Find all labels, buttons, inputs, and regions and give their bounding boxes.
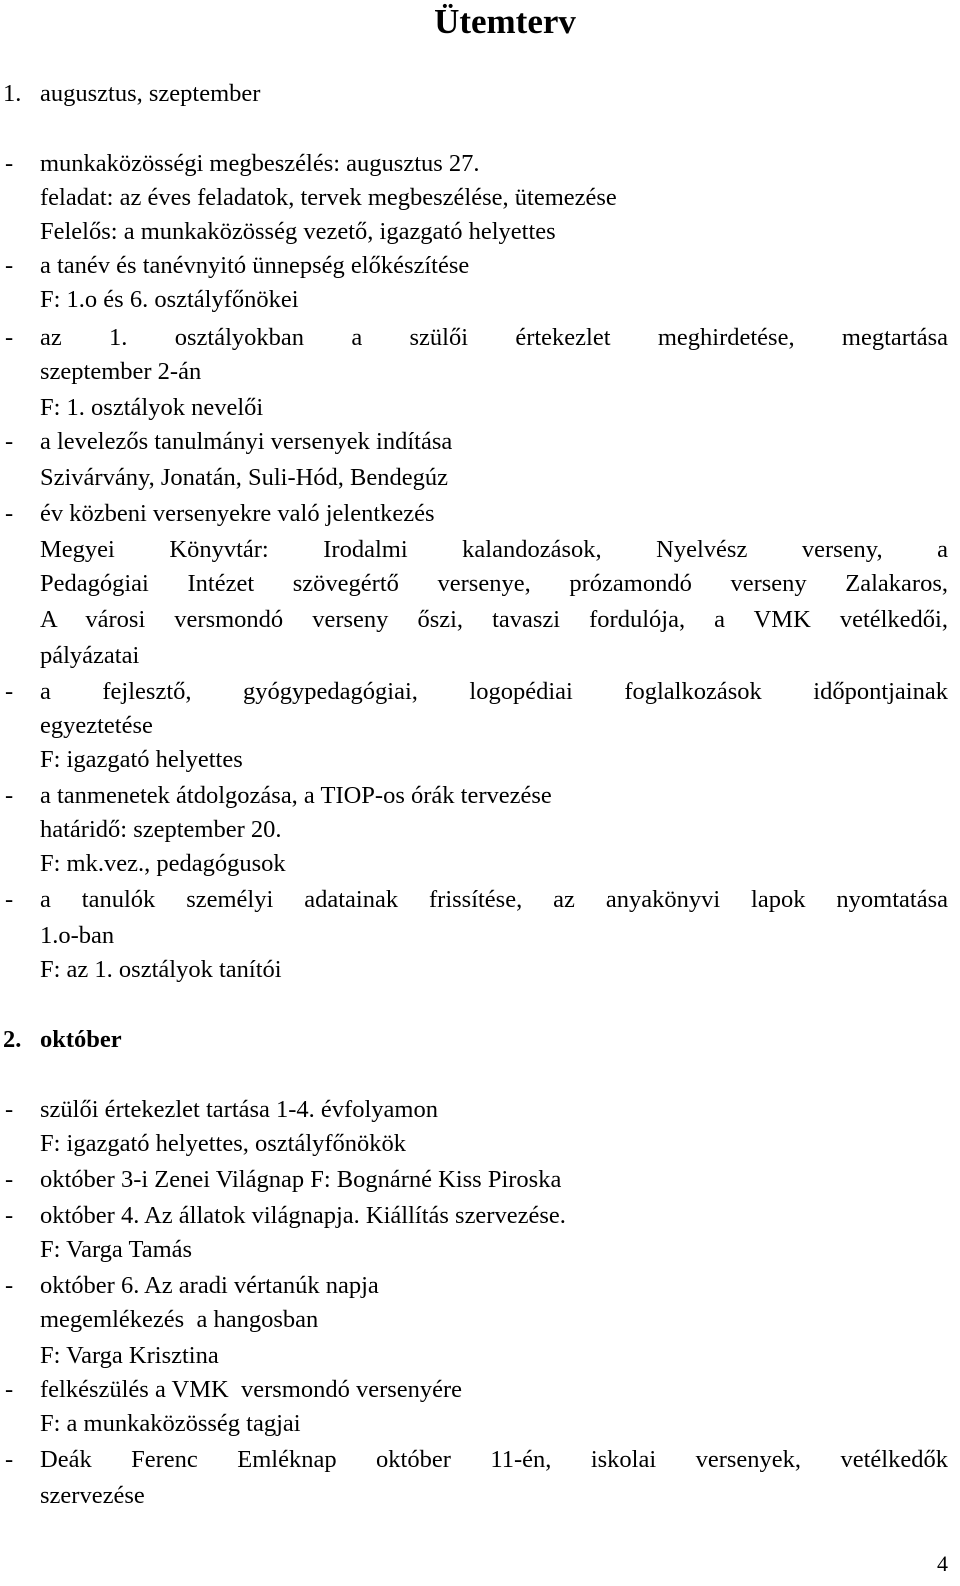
- list-item: [0, 604, 960, 636]
- list-item: [0, 848, 960, 880]
- list-item-text: munkaközösségi megbeszélés: augusztus 27.: [40, 150, 480, 177]
- list-item-text: a levelezős tanulmányi versenyek indítása: [40, 428, 453, 455]
- list-item: [0, 1408, 960, 1440]
- list-dash: -: [5, 150, 14, 177]
- list-item-text: F: igazgató helyettes, osztályfőnökök: [40, 1130, 407, 1157]
- list-item-text: F: Varga Krisztina: [40, 1342, 219, 1369]
- list-item: [0, 1444, 960, 1476]
- list-item-text: október 3-i Zenei Világnap F: Bognárné Kiss Piroska: [40, 1166, 562, 1193]
- list-dash: -: [5, 500, 14, 527]
- list-dash: -: [5, 428, 14, 455]
- list-item-text: Megyei Könyvtár: Irodalmi kalandozások, Nyelvész verseny, a: [40, 536, 948, 563]
- list-item: [0, 356, 960, 388]
- section-number: 2.: [3, 1026, 22, 1053]
- list-item-text: a tanmenetek átdolgozása, a TIOP-os órák tervezése: [40, 782, 552, 809]
- list-item-text: felkészülés a VMK versmondó versenyére: [40, 1376, 463, 1403]
- page-title: Ütemterv: [434, 2, 576, 41]
- list-item-text: a fejlesztő, gyógypedagógiai, logopédiai foglalkozások időpontjainak: [40, 678, 948, 705]
- list-item-text: szervezése: [40, 1482, 145, 1509]
- list-item: [0, 814, 960, 846]
- list-dash: -: [5, 782, 14, 809]
- list-item: [0, 426, 960, 458]
- list-item-text: év közbeni versenyekre való jelentkezés: [40, 500, 435, 527]
- list-item-text: 1.o-ban: [40, 922, 115, 949]
- list-item-text: F: 1.o és 6. osztályfőnökei: [40, 286, 299, 313]
- list-item-text: F: a munkaközösség tagjai: [40, 1410, 301, 1437]
- list-item: [0, 744, 960, 776]
- list-item: [0, 1340, 960, 1372]
- list-item-text: Pedagógiai Intézet szövegértő versenye, prózamondó verseny Zalakaros,: [40, 570, 948, 597]
- list-item-text: Deák Ferenc Emléknap október 11-én, iskolai versenyek, vetélkedők: [40, 1446, 948, 1473]
- list-item-text: Szivárvány, Jonatán, Suli-Hód, Bendegúz: [40, 464, 449, 491]
- section-title: október: [40, 1026, 122, 1053]
- list-item: [0, 1480, 960, 1512]
- list-dash: -: [5, 1096, 14, 1123]
- list-dash: -: [5, 1446, 14, 1473]
- section-number: 1.: [3, 80, 22, 107]
- list-item: [0, 1234, 960, 1266]
- list-item: [0, 1094, 960, 1126]
- list-item-text: Felelős: a munkaközösség vezető, igazgató helyettes: [40, 218, 556, 245]
- list-item-text: F: Varga Tamás: [40, 1236, 193, 1263]
- list-item: [0, 780, 960, 812]
- list-item: [0, 1270, 960, 1302]
- list-dash: -: [5, 886, 14, 913]
- list-item: [0, 322, 960, 354]
- list-item-text: a tanév és tanévnyitó ünnepség előkészítése: [40, 252, 470, 279]
- list-item-text: feladat: az éves feladatok, tervek megbeszélése, ütemezése: [40, 184, 617, 211]
- list-item: [0, 1374, 960, 1406]
- list-item: [0, 710, 960, 742]
- list-item-text: megemlékezés a hangosban: [40, 1306, 319, 1333]
- list-dash: -: [5, 252, 14, 279]
- list-item: [0, 216, 960, 248]
- list-dash: -: [5, 678, 14, 705]
- list-item: [0, 148, 960, 180]
- list-item: [0, 182, 960, 214]
- list-item-text: az 1. osztályokban a szülői értekezlet meghirdetése, megtartása: [40, 324, 948, 351]
- list-item-text: a tanulók személyi adatainak frissítése, az anyakönyvi lapok nyomtatása: [40, 886, 948, 913]
- list-item: [0, 1164, 960, 1196]
- list-item-text: F: mk.vez., pedagógusok: [40, 850, 286, 877]
- list-dash: -: [5, 1166, 14, 1193]
- list-dash: -: [5, 1202, 14, 1229]
- list-item: [0, 920, 960, 952]
- list-item-text: F: igazgató helyettes: [40, 746, 243, 773]
- list-item-text: október 6. Az aradi vértanúk napja: [40, 1272, 379, 1299]
- list-item-text: pályázatai: [40, 642, 140, 669]
- list-item: [0, 884, 960, 916]
- list-item-text: A városi versmondó verseny őszi, tavaszi fordulója, a VMK vetélkedői,: [40, 606, 948, 633]
- list-item-text: október 4. Az állatok világnapja. Kiállítás szervezése.: [40, 1202, 566, 1229]
- list-item: [0, 568, 960, 600]
- list-item-text: határidő: szeptember 20.: [40, 816, 282, 843]
- list-item: [0, 534, 960, 566]
- list-item: [0, 284, 960, 316]
- list-item: [0, 498, 960, 530]
- list-item-text: szülői értekezlet tartása 1-4. évfolyamon: [40, 1096, 438, 1123]
- list-item-text: F: az 1. osztályok tanítói: [40, 956, 282, 983]
- list-item: [0, 954, 960, 986]
- list-item: [0, 1128, 960, 1160]
- list-item-text: egyeztetése: [40, 712, 153, 739]
- list-dash: -: [5, 1272, 14, 1299]
- list-item: [0, 676, 960, 708]
- list-dash: -: [5, 324, 14, 351]
- list-dash: -: [5, 1376, 14, 1403]
- section-title: augusztus, szeptember: [40, 80, 261, 107]
- list-item-text: F: 1. osztályok nevelői: [40, 394, 264, 421]
- list-item: [0, 1304, 960, 1336]
- list-item-text: szeptember 2-án: [40, 358, 202, 385]
- page-number: 4: [937, 1551, 948, 1576]
- section-heading: [0, 1024, 960, 1056]
- section-heading: [0, 78, 960, 110]
- list-item: [0, 250, 960, 282]
- list-item: [0, 462, 960, 494]
- list-item: [0, 640, 960, 672]
- list-item: [0, 392, 960, 424]
- list-item: [0, 1200, 960, 1232]
